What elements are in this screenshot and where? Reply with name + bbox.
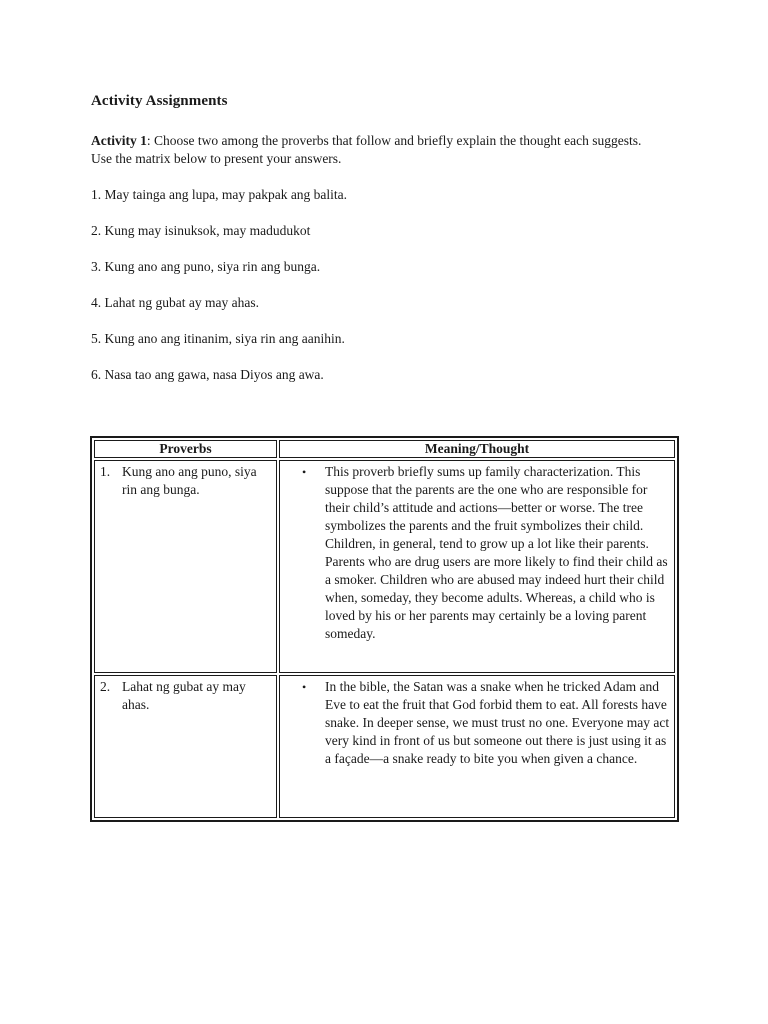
meaning-cell (279, 460, 675, 673)
table-row (94, 675, 675, 818)
bullet-icon: • (302, 465, 307, 479)
proverb-item: 5. Kung ano ang itinanim, siya rin ang aanihin. (91, 331, 345, 346)
header-meaning: Meaning/Thought (279, 440, 675, 458)
proverb-item: 6. Nasa tao ang gawa, nasa Diyos ang awa. (91, 367, 324, 382)
meaning-cell (279, 675, 675, 818)
proverb-text: Kung ano ang puno, siya rin ang bunga. (122, 464, 257, 497)
table-header-row (94, 440, 675, 458)
meaning-text: In the bible, the Satan was a snake when he tricked Adam and Eve to eat the fruit that God forbid them to eat. All forests have snake. In deeper sense, we must trust no one. Everyone may act very kind in front of us but someone out there is just using it as a façade—a snake ready to bite you when given a chance. (325, 679, 670, 766)
row-number: 2. (100, 679, 111, 694)
proverb-item: 2. Kung may isinuksok, may madudukot (91, 223, 311, 238)
header-proverbs: Proverbs (94, 440, 277, 458)
answer-matrix (90, 436, 679, 822)
activity-label: Activity 1 (91, 133, 147, 148)
bullet-icon: • (302, 680, 307, 694)
activity-instruction-text: : Choose two among the proverbs that follow and briefly explain the thought each suggests. Use the matrix below to present your answers. (91, 133, 642, 166)
page-title: Activity Assignments (91, 93, 228, 109)
meaning-text: This proverb briefly sums up family characterization. This suppose that the parents are the one who are responsible for their child’s attitude and actions—better or worse. The tree symbolizes the parents and the fruit symbolizes their child. Children, in general, tend to grow up a lot like their parents. Parents who are drug users are more likely to find their child as a smoker. Children who are abused may indeed hurt their child when, someday, they become adults. Whereas, a child who is loved by his or her parents may certainly be a loving parent someday. (325, 464, 668, 641)
row-number: 1. (100, 464, 111, 479)
activity-instructions (91, 132, 661, 168)
proverb-item: 3. Kung ano ang puno, siya rin ang bunga. (91, 259, 321, 274)
answer-table (92, 438, 677, 820)
proverb-cell (94, 460, 277, 673)
proverb-item: 4. Lahat ng gubat ay may ahas. (91, 295, 259, 310)
proverb-item: 1. May tainga ang lupa, may pakpak ang balita. (91, 187, 348, 202)
proverb-text: Lahat ng gubat ay may ahas. (122, 679, 246, 712)
proverb-cell (94, 675, 277, 818)
table-row (94, 460, 675, 673)
